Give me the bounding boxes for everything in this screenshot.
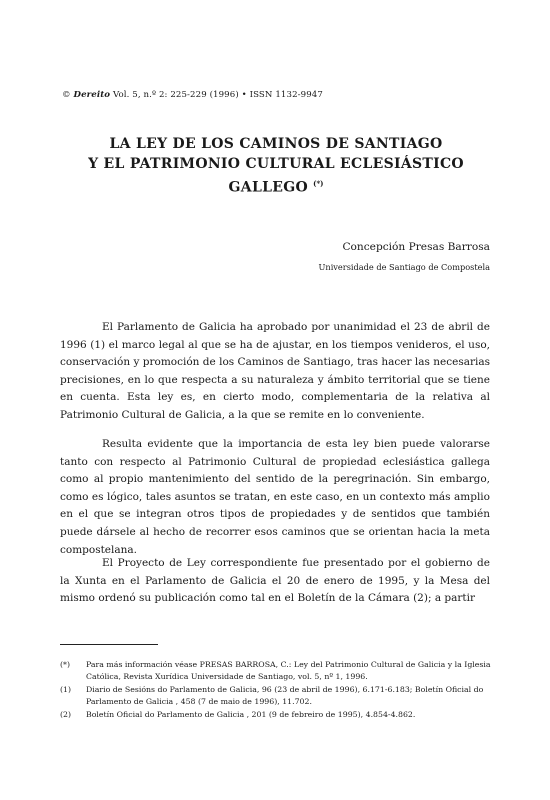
title-footnote-mark: (*): [313, 179, 324, 188]
body-paragraph-1: [60, 319, 490, 425]
footnote-mark: (*): [60, 660, 70, 669]
copyright-symbol: ©: [62, 90, 71, 100]
footnote-item: [60, 684, 492, 708]
footnote-item: [60, 659, 492, 683]
body-paragraph-3: [60, 555, 490, 608]
footnote-text: Para más información véase PRESAS BARROSA, C.: Ley del Patrimonio Cultural de Galicia y la Iglesia Católica, Revista Xurídica Universidade de Santiago, vol. 5, nº 1, 1996.: [86, 660, 491, 681]
title-line-2: Y EL PATRIMONIO CULTURAL ECLESIÁSTICO: [88, 156, 464, 172]
paragraph-text: Resulta evidente que la importancia de esta ley bien puede valorarse tanto con respecto al Patrimonio Cultural de propiedad eclesiástica gallega como al propio mantenimiento del sentido de la peregrinación. Sin embargo, como es lógico, tales asuntos se tratan, en este caso, en un contexto más amplio en el que se integran otros tipos de propiedades y de sentidos que también puede dársele al hecho de recorrer esos caminos que se orientan hacia la meta compostelana.: [60, 438, 490, 556]
title-line-3: [62, 174, 490, 198]
footnote-item: [60, 709, 492, 721]
footnote-divider: [60, 644, 158, 645]
paragraph-text: El Parlamento de Galicia ha aprobado por unanimidad el 23 de abril de 1996 (1) el marco legal al que se ha de ajustar, en los tiempos venideros, el uso, conservación y promoción de los Caminos de Santiago, tras hacer las necesarias precisiones, en lo que respecta a su naturaleza y ámbito territorial que se tiene en cuenta. Esta ley es, en cierto modo, complementaria de la relativa al Patrimonio Cultural de Galicia, a la que se remite en lo conveniente.: [60, 321, 490, 421]
article-title: [62, 134, 490, 198]
author-affiliation: Universidade de Santiago de Compostela: [318, 262, 490, 272]
journal-name: Dereito: [73, 90, 111, 100]
journal-citation: Vol. 5, n.º 2: 225-229 (1996) • ISSN 1132-9947: [112, 90, 323, 100]
footnote-text: Boletín Oficial do Parlamento de Galicia , 201 (9 de febreiro de 1995), 4.854-4.862.: [86, 710, 416, 720]
footnote-mark: (2): [60, 710, 72, 720]
title-line-3-text: GALLEGO: [228, 179, 308, 196]
footnote-mark: (1): [60, 685, 72, 695]
title-line-1: LA LEY DE LOS CAMINOS DE SANTIAGO: [109, 136, 443, 152]
body-paragraph-2: [60, 436, 490, 559]
author-name: Concepción Presas Barrosa: [342, 241, 490, 253]
journal-header: [62, 90, 323, 100]
footnotes: [60, 659, 492, 722]
paragraph-text: El Proyecto de Ley correspondiente fue presentado por el gobierno de la Xunta en el Parlamento de Galicia el 20 de enero de 1995, y la Mesa del mismo ordenó su publicación como tal en el Boletín de la Cámara (2); a partir: [60, 557, 490, 605]
footnote-text: Diario de Sesións do Parlamento de Galicia, 96 (23 de abril de 1996), 6.171-6.183; Boletín Oficial do Parlamento de Galicia , 458 (7 de maio de 1996), 11.702.: [86, 685, 484, 706]
